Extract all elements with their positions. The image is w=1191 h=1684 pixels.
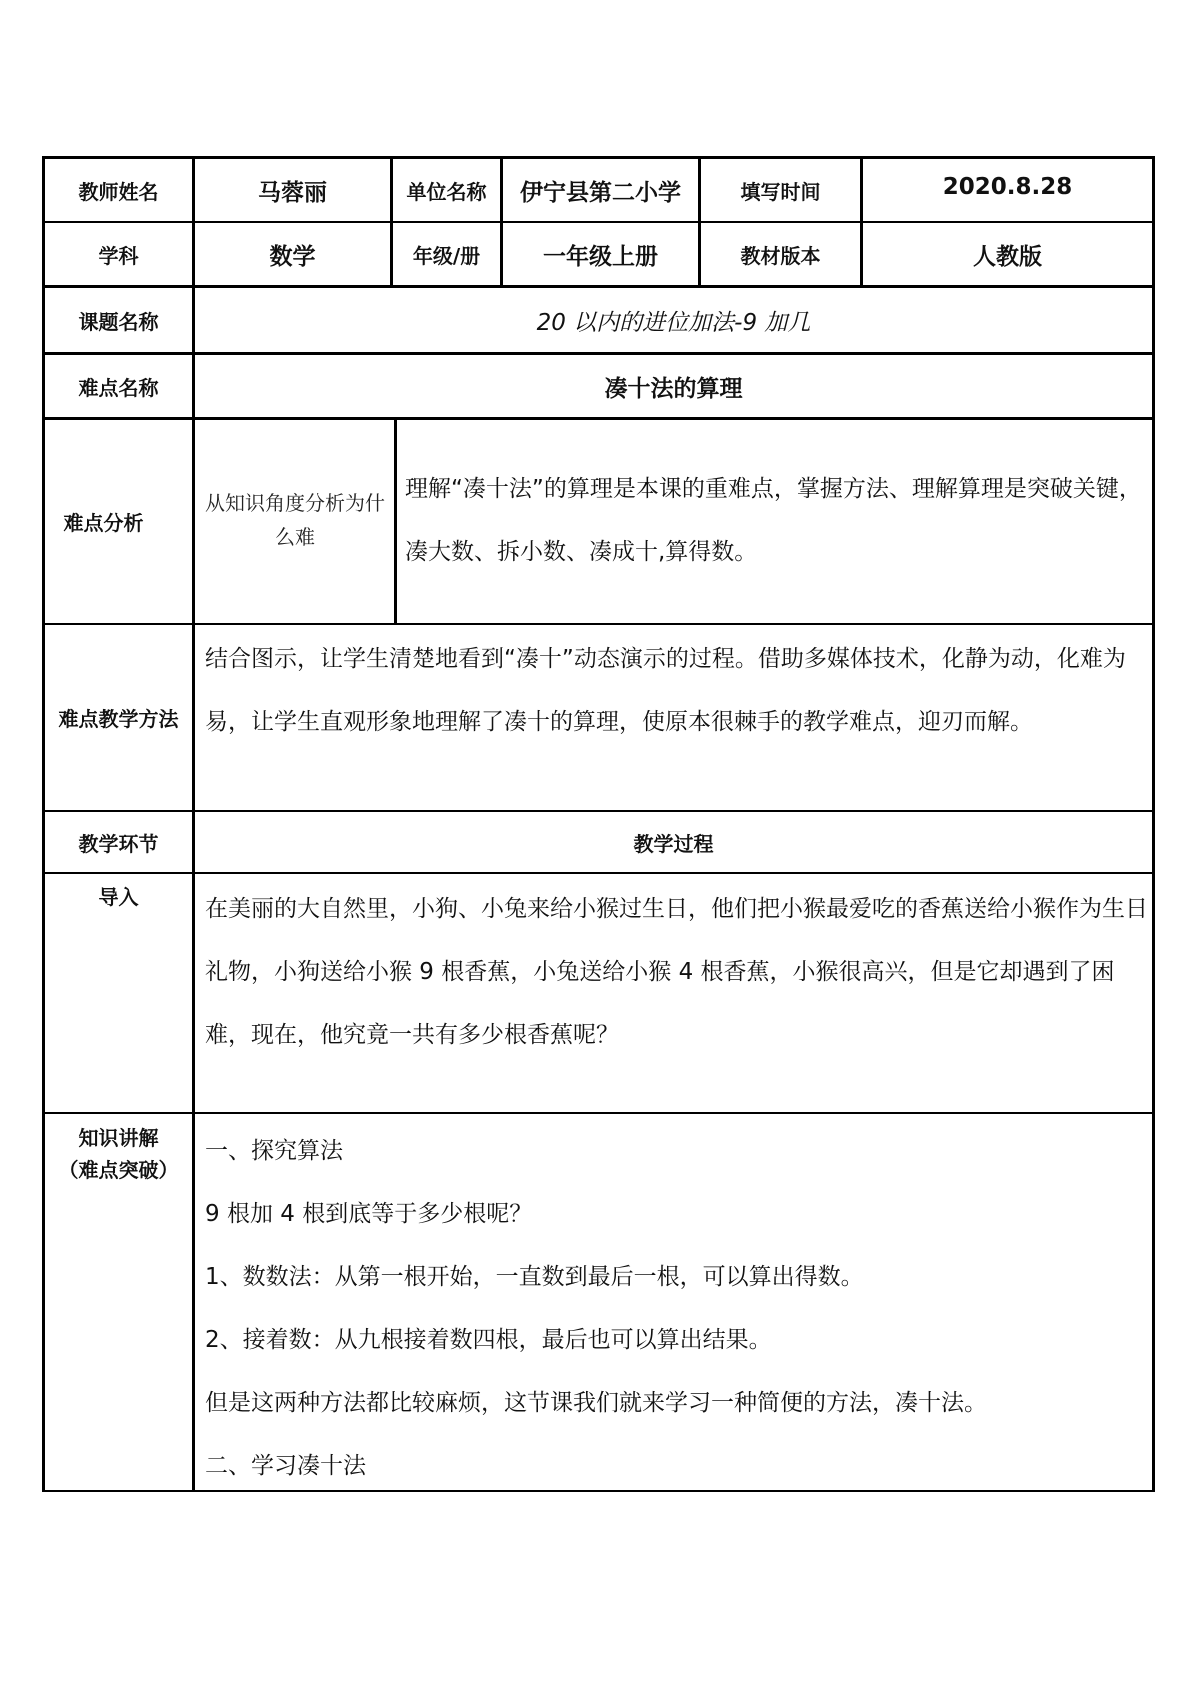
edition-value: 人教版 [973, 243, 1042, 270]
knowledge-text [205, 1120, 1150, 1498]
topic-value: 20 以内的进位加法-9 加几 [536, 309, 811, 336]
analysis-sub-label: 从知识角度分析为什么难 [205, 491, 385, 549]
difficulty-value: 凑十法的算理 [604, 375, 743, 402]
unit-name-value: 伊宁县第二小学 [520, 179, 681, 206]
knowledge-label-line2: （难点突破） [58, 1158, 179, 1182]
row-divider [42, 417, 1155, 420]
fill-date-value: 2020.8.28 [942, 174, 1073, 200]
fill-date-label: 填写时间 [740, 179, 821, 204]
knowledge-line: 9 根加 4 根到底等于多少根呢？ [205, 1201, 533, 1227]
subject-value: 数学 [269, 243, 316, 270]
intro-paragraph: 在美丽的大自然里，小狗、小兔来给小猴过生日，他们把小猴最爱吃的香蕉送给小猴作为生日礼物，小狗送给小猴 9 根香蕉，小兔送给小猴 4 根香蕉，小猴很高兴，但是它却遇到了困难，现在，他究竟一共有多少根香蕉呢？ [205, 896, 1148, 1048]
process-stage-label: 教学环节 [78, 831, 159, 856]
intro-text [205, 878, 1150, 1067]
knowledge-line: 一、探究算法 [205, 1138, 343, 1164]
teacher-name-label: 教师姓名 [78, 179, 159, 204]
grade-label: 年级/册 [412, 243, 481, 268]
subject-label: 学科 [98, 243, 139, 268]
row-divider [42, 1112, 1155, 1114]
teacher-name-value: 马蓉丽 [258, 179, 327, 206]
knowledge-line: 但是这两种方法都比较麻烦，这节课我们就来学习一种简便的方法，凑十法。 [205, 1390, 987, 1416]
unit-name-label: 单位名称 [406, 179, 487, 204]
method-paragraph: 结合图示，让学生清楚地看到“凑十”动态演示的过程。借助多媒体技术，化静为动，化难为易，让学生直观形象地理解了凑十的算理，使原本很棘手的教学难点，迎刃而解。 [205, 646, 1126, 735]
row-divider [42, 623, 1155, 625]
table-border-right [1152, 156, 1155, 1492]
knowledge-line: 1、数数法：从第一根开始，一直数到最后一根，可以算出得数。 [205, 1264, 864, 1290]
analysis-label: 难点分析 [63, 511, 144, 535]
topic-label: 课题名称 [78, 309, 159, 334]
edition-label: 教材版本 [740, 243, 821, 268]
knowledge-line: 二、学习凑十法 [205, 1453, 366, 1479]
method-label: 难点教学方法 [58, 707, 179, 731]
column-divider [394, 418, 397, 624]
knowledge-line: 2、接着数：从九根接着数四根，最后也可以算出结果。 [205, 1327, 772, 1353]
analysis-paragraph: 理解“凑十法”的算理是本课的重难点，掌握方法、理解算理是突破关键，凑大数、拆小数、凑成十,算得数。 [405, 476, 1142, 565]
knowledge-label-line1: 知识讲解 [78, 1126, 159, 1150]
intro-label: 导入 [98, 884, 139, 909]
method-text [205, 628, 1150, 754]
difficulty-label: 难点名称 [78, 375, 159, 400]
row-divider [42, 872, 1155, 874]
grade-value: 一年级上册 [543, 243, 658, 270]
analysis-text [405, 458, 1150, 584]
knowledge-label [45, 1122, 192, 1186]
process-label: 教学过程 [633, 831, 714, 856]
